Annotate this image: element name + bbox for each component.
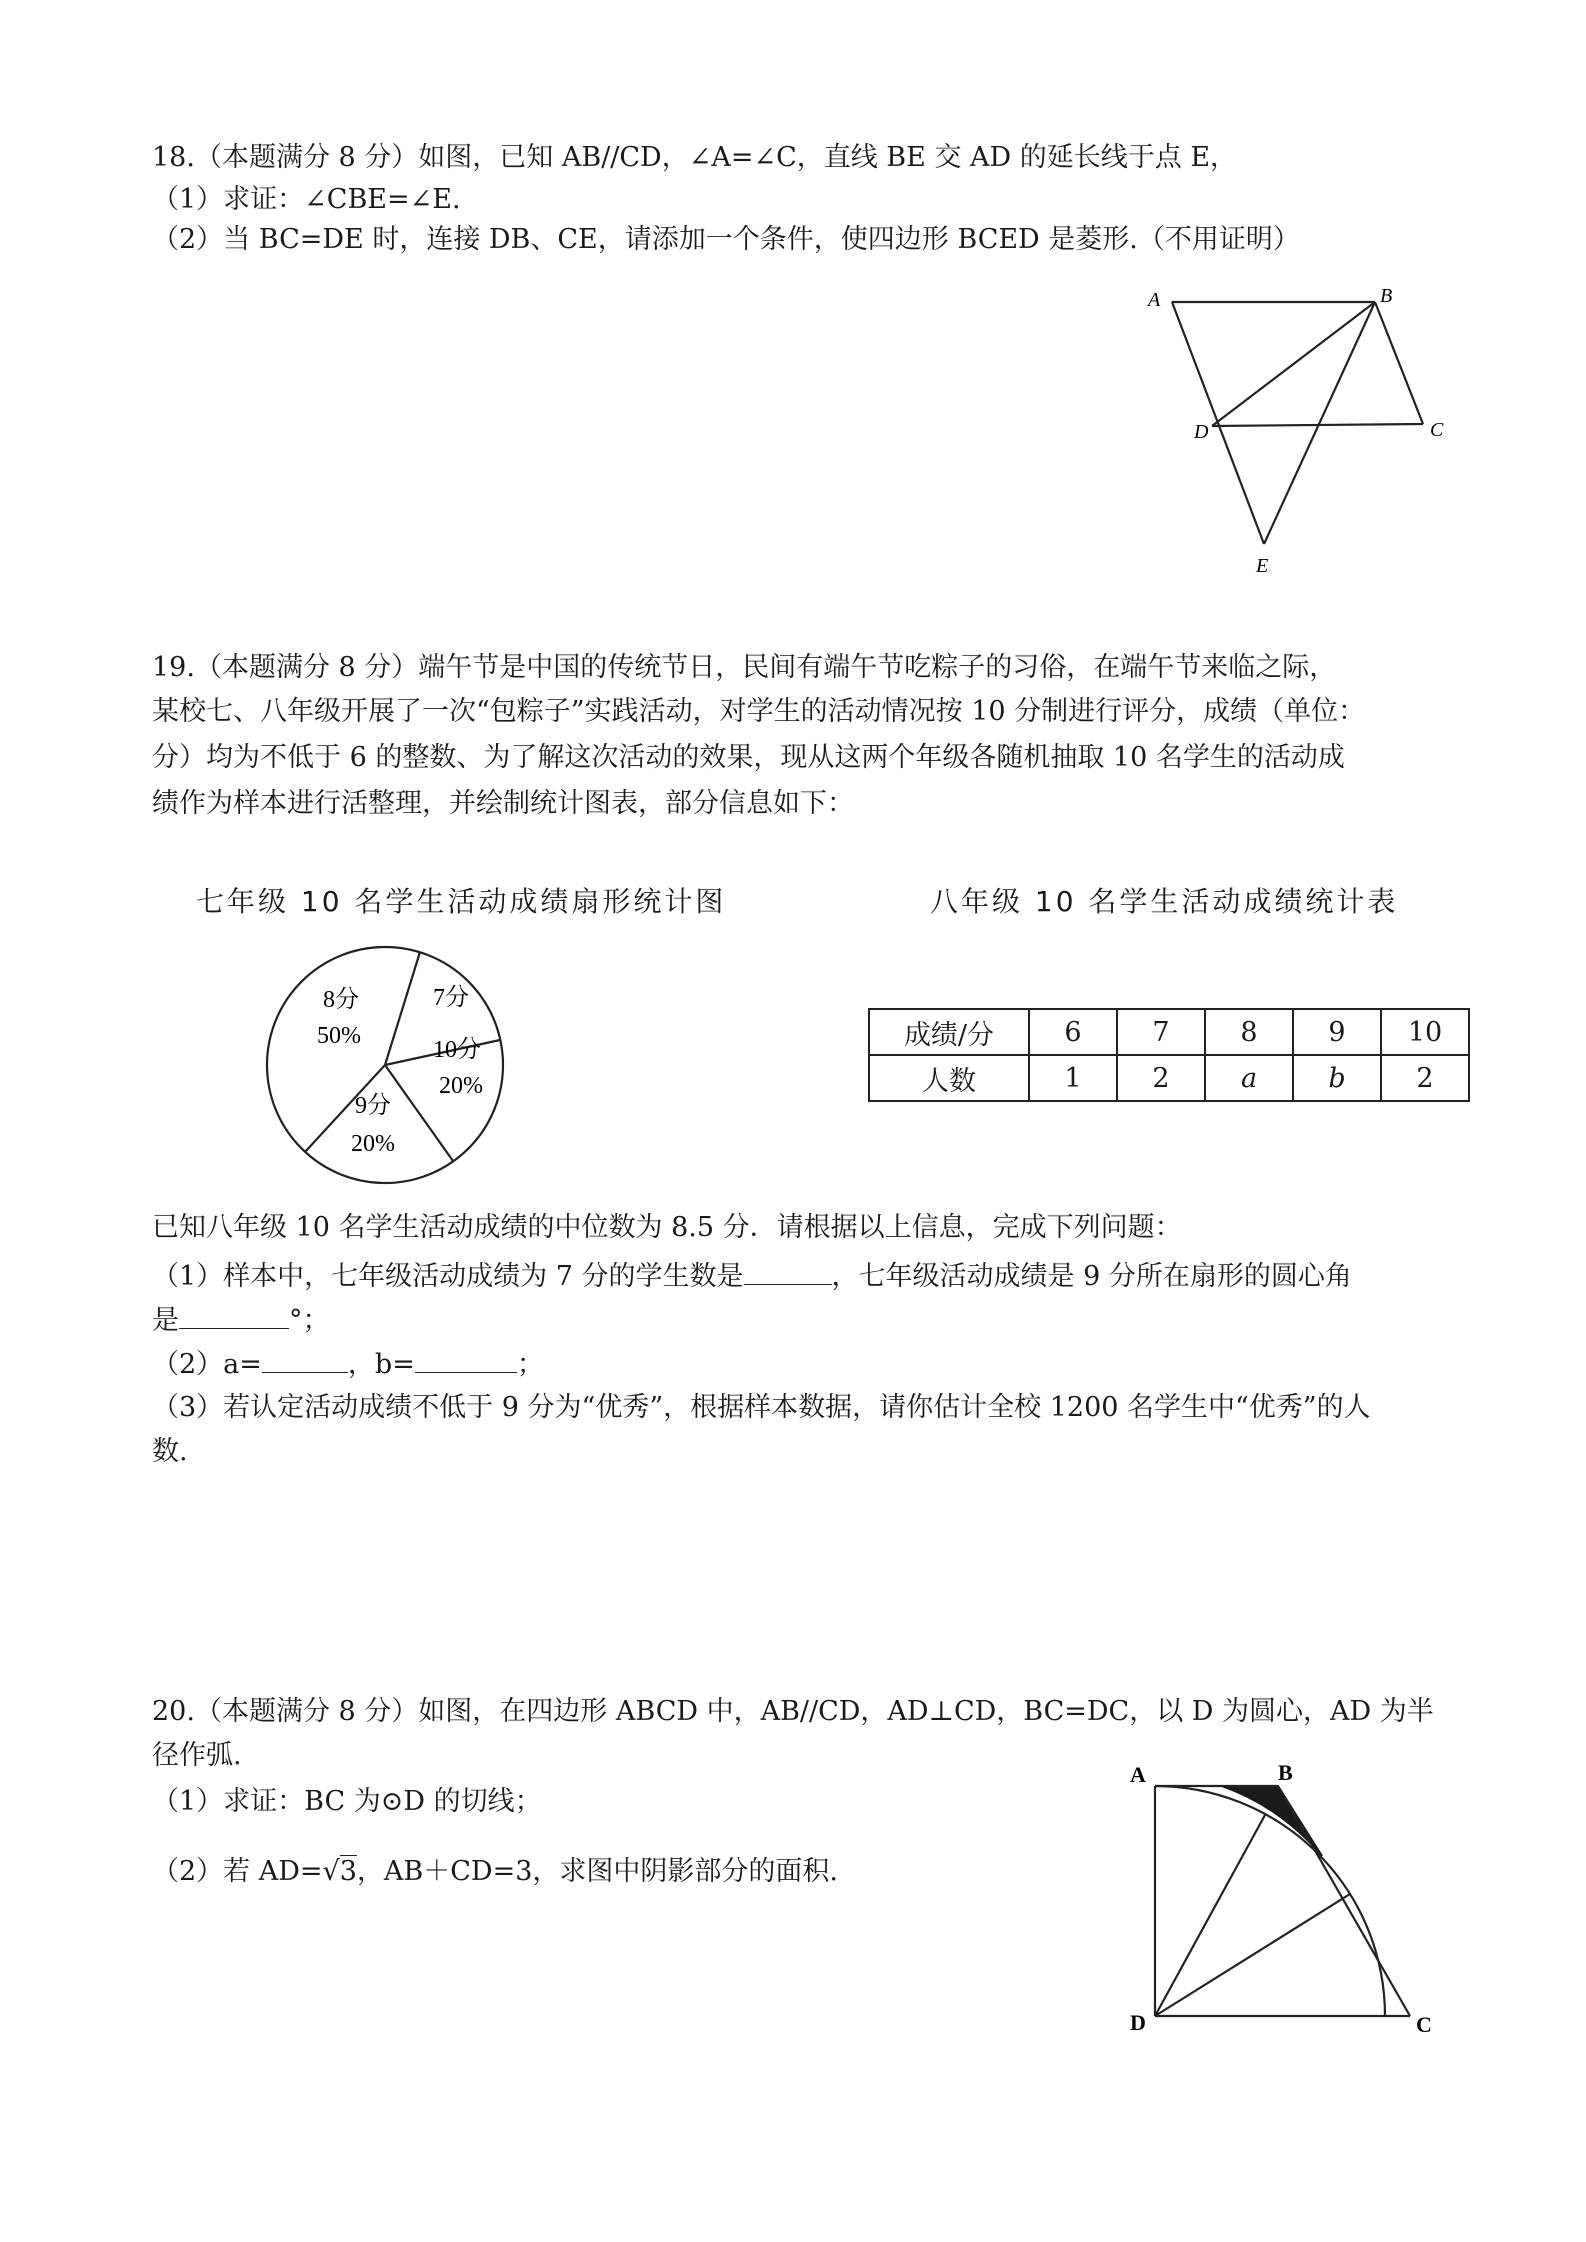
table-row [869,1055,1469,1101]
q19-part2-text-b: ，b= [347,1349,415,1380]
q20-statement-cont: 径作弧. [152,1740,242,1771]
table-cell: 2 [1381,1055,1469,1101]
table-cell: 10 [1381,1009,1469,1055]
pie-chart-caption: 七年级 10 名学生活动成绩扇形统计图 [196,885,727,918]
q20-statement: 20.（本题满分 8 分）如图，在四边形 ABCD 中，AB//CD，AD⊥CD，BC=DC，以 D 为圆心，AD 为半 [152,1696,1434,1727]
q19-part1-text-c: 是 [152,1305,179,1336]
q19-part2-text-c: ； [516,1349,544,1380]
answer-blank-central-angle[interactable] [179,1298,289,1329]
q19-part1 [152,1254,1352,1297]
pie-slice-8-label: 8分 [323,987,359,1013]
q19-statement-1: 19.（本题满分 8 分）端午节是中国的传统节日，民间有端午节吃粽子的习俗，在端午节来临之际， [152,652,1337,683]
q19-statement-4: 绩作为样本进行活整理，并绘制统计图表，部分信息如下： [152,788,854,819]
q20-part2-text-b: ，AB＋CD=3，求图中阴影部分的面积. [356,1856,838,1887]
q20-label-a: A [1130,1762,1146,1787]
table-header-count: 人数 [869,1055,1029,1101]
q19-part1-text-d: °； [289,1305,330,1336]
shaded-region [1222,1786,1322,1856]
q20-label-d: D [1130,2010,1146,2035]
q20-label-b: B [1278,1760,1293,1785]
sqrt-icon: √ [322,1856,340,1887]
table-row [869,1009,1469,1055]
q18-figure [0,0,1586,600]
answer-blank-a[interactable] [262,1342,348,1373]
q18-part2: （2）当 BC=DE 时，连接 DB、CE，请添加一个条件，使四边形 BCED 是菱形.（不用证明） [152,224,1300,255]
q18-part1: （1）求证：∠CBE=∠E. [152,184,461,215]
q18-label-c: C [1430,419,1444,441]
q19-part3: （3）若认定活动成绩不低于 9 分为“优秀”，根据样本数据，请你估计全校 1200 名学生中“优秀”的人 [152,1392,1371,1423]
table-cell: 8 [1205,1009,1293,1055]
q19-part1-cont [152,1298,330,1341]
table-cell-a: a [1205,1055,1293,1101]
pie-divider-7-8 [385,952,420,1065]
q18-statement: 18.（本题满分 8 分）如图，已知 AB//CD，∠A=∠C，直线 BE 交 AD 的延长线于点 E， [152,142,1238,173]
answer-blank-b[interactable] [415,1342,517,1373]
pie-slice-7-label: 7分 [433,985,469,1011]
table-cell-b: b [1293,1055,1381,1101]
pie-slice-10-label: 10分 [433,1037,481,1063]
q19-part2 [152,1342,544,1385]
q18-label-d: D [1194,421,1209,443]
q20-label-c: C [1416,2012,1432,2037]
pie-slice-8-pct: 50% [317,1023,361,1049]
table-cell: 6 [1029,1009,1117,1055]
q19-statement-2: 某校七、八年级开展了一次“包粽子”实践活动，对学生的活动情况按 10 分制进行评分，成绩（单位： [152,696,1366,727]
pie-slice-10-pct: 20% [439,1073,483,1099]
q18-label-a: A [1148,289,1161,311]
pie-slice-9-pct: 20% [351,1131,395,1157]
q20-part1: （1）求证：BC 为⊙D 的切线； [152,1786,542,1817]
q19-part2-text-a: （2）a= [152,1349,262,1380]
q19-statement-3: 分）均为不低于 6 的整数、为了解这次活动的效果，现从这两个年级各随机抽取 10 名学生的活动成 [152,742,1345,773]
q19-part1-text-b: ，七年级活动成绩是 9 分所在扇形的圆心角 [831,1261,1352,1292]
q20-part2-text-a: （2）若 AD= [152,1856,323,1887]
grade7-pie-chart [255,935,515,1195]
pie-slice-9-label: 9分 [355,1093,391,1119]
q20-figure [0,1740,1586,2140]
q19-known: 已知八年级 10 名学生活动成绩的中位数为 8.5 分．请根据以上信息，完成下列问题： [152,1212,1182,1243]
answer-blank-7pt-count[interactable] [744,1254,832,1285]
table-caption: 八年级 10 名学生活动成绩统计表 [930,885,1399,918]
grade8-score-table [868,1008,1470,1102]
sqrt-argument: 3 [339,1856,357,1887]
q18-label-e: E [1256,555,1269,577]
table-cell: 1 [1029,1055,1117,1101]
table-cell: 2 [1117,1055,1205,1101]
q18-label-b: B [1380,285,1393,307]
q19-part1-text-a: （1）样本中，七年级活动成绩为 7 分的学生数是 [152,1261,744,1292]
table-cell: 9 [1293,1009,1381,1055]
q19-part3-cont: 数. [152,1436,188,1467]
table-header-score: 成绩/分 [869,1009,1029,1055]
table-cell: 7 [1117,1009,1205,1055]
